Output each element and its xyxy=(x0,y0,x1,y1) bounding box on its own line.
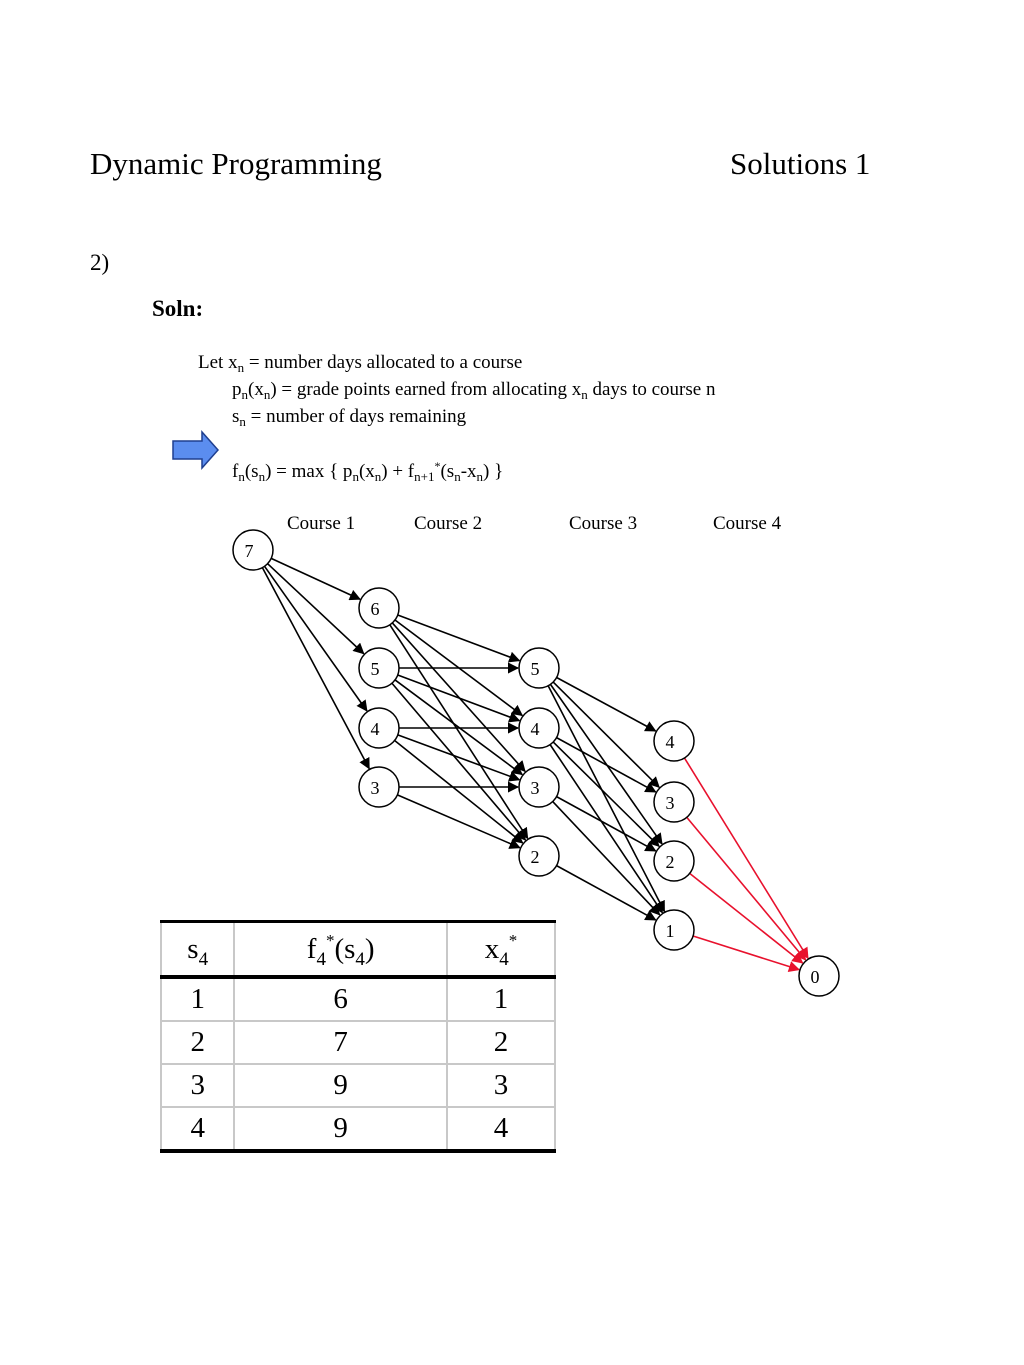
state-node xyxy=(654,910,694,950)
table-cell: 3 xyxy=(447,1064,555,1107)
transition-edge xyxy=(548,686,664,912)
state-node xyxy=(233,530,273,570)
state-node xyxy=(359,648,399,688)
course-label-3: Course 3 xyxy=(569,513,638,534)
soln-label: Soln: xyxy=(152,296,204,321)
node-label: 4 xyxy=(370,719,380,739)
transition-edge xyxy=(397,795,519,848)
state-node xyxy=(654,841,694,881)
transition-edge xyxy=(553,682,659,787)
transition-edge xyxy=(398,675,520,721)
header-s4: $s_4$ xyxy=(161,922,234,978)
page-title: Dynamic Programming xyxy=(90,146,382,181)
table-cell: 1 xyxy=(161,977,234,1021)
course-label-1: Course 1 xyxy=(287,513,356,534)
state-node xyxy=(799,956,839,996)
state-node xyxy=(519,767,559,807)
transition-edge xyxy=(395,740,523,842)
transition-edge xyxy=(557,678,656,731)
header-f4-star: $f_4^*(s_4)$ xyxy=(234,922,447,978)
page-subtitle: Solutions 1 xyxy=(730,146,871,181)
state-node xyxy=(519,836,559,876)
state-node xyxy=(519,648,559,688)
stage4-table xyxy=(160,920,556,1153)
node-label: 4 xyxy=(530,719,540,739)
optimal-edge xyxy=(693,936,799,970)
node-label: 6 xyxy=(370,599,380,619)
node-label: 7 xyxy=(244,541,254,561)
recurrence-formula: $f_n(s_n) = \max$ { $p_n(x_n) + f_{n+1}^*(s_n-x_n)$ } xyxy=(232,459,504,484)
table-row xyxy=(161,1064,555,1107)
table-cell: 2 xyxy=(447,1021,555,1064)
table-cell: 2 xyxy=(161,1021,234,1064)
node-label: 3 xyxy=(370,778,380,798)
table-cell: 3 xyxy=(161,1064,234,1107)
state-node xyxy=(359,588,399,628)
state-node xyxy=(359,708,399,748)
node-label: 2 xyxy=(665,852,675,872)
node-label: 3 xyxy=(665,793,675,813)
node-label: 4 xyxy=(665,732,675,752)
transition-edge xyxy=(557,797,656,851)
table-cell: 1 xyxy=(447,977,555,1021)
definition-s: $s_n$ = number of days remaining xyxy=(232,406,467,429)
state-node xyxy=(359,767,399,807)
table-cell: 6 xyxy=(234,977,447,1021)
table-cell: 4 xyxy=(447,1107,555,1151)
transition-edge xyxy=(557,738,656,792)
header-x4-star: $x_4^*$ xyxy=(447,922,555,978)
transition-edge xyxy=(553,742,659,846)
table-row xyxy=(161,977,555,1021)
table-cell: 9 xyxy=(234,1064,447,1107)
table-cell: 7 xyxy=(234,1021,447,1064)
transition-edge xyxy=(265,566,367,711)
definition-x: Let $x_n$ = number days allocated to a course xyxy=(198,352,523,375)
state-node xyxy=(654,782,694,822)
node-label: 5 xyxy=(530,659,540,679)
transition-edge xyxy=(390,625,528,839)
node-label: 0 xyxy=(810,967,820,987)
course-label-2: Course 2 xyxy=(414,513,483,534)
table-row xyxy=(161,1107,555,1151)
node-label: 3 xyxy=(530,778,540,798)
optimal-edge xyxy=(685,758,808,958)
transition-edge xyxy=(268,564,364,654)
definition-p: $p_n(x_n)$ = grade points earned from allocating $x_n$ days to course n xyxy=(232,379,716,402)
transition-edge xyxy=(557,866,656,920)
state-node xyxy=(654,721,694,761)
course-label-4: Course 4 xyxy=(713,513,782,534)
table-header-row xyxy=(161,922,555,978)
table-row xyxy=(161,1021,555,1064)
transition-edge xyxy=(550,745,662,913)
node-label: 2 xyxy=(530,847,540,867)
node-label: 5 xyxy=(370,659,380,679)
state-node xyxy=(519,708,559,748)
table-cell: 4 xyxy=(161,1107,234,1151)
transition-edge xyxy=(262,568,369,769)
transition-edge xyxy=(398,615,520,661)
optimal-edge xyxy=(687,817,806,960)
table-cell: 9 xyxy=(234,1107,447,1151)
optimal-edge xyxy=(690,873,803,963)
problem-number: 2) xyxy=(90,250,110,275)
node-label: 1 xyxy=(665,921,675,941)
